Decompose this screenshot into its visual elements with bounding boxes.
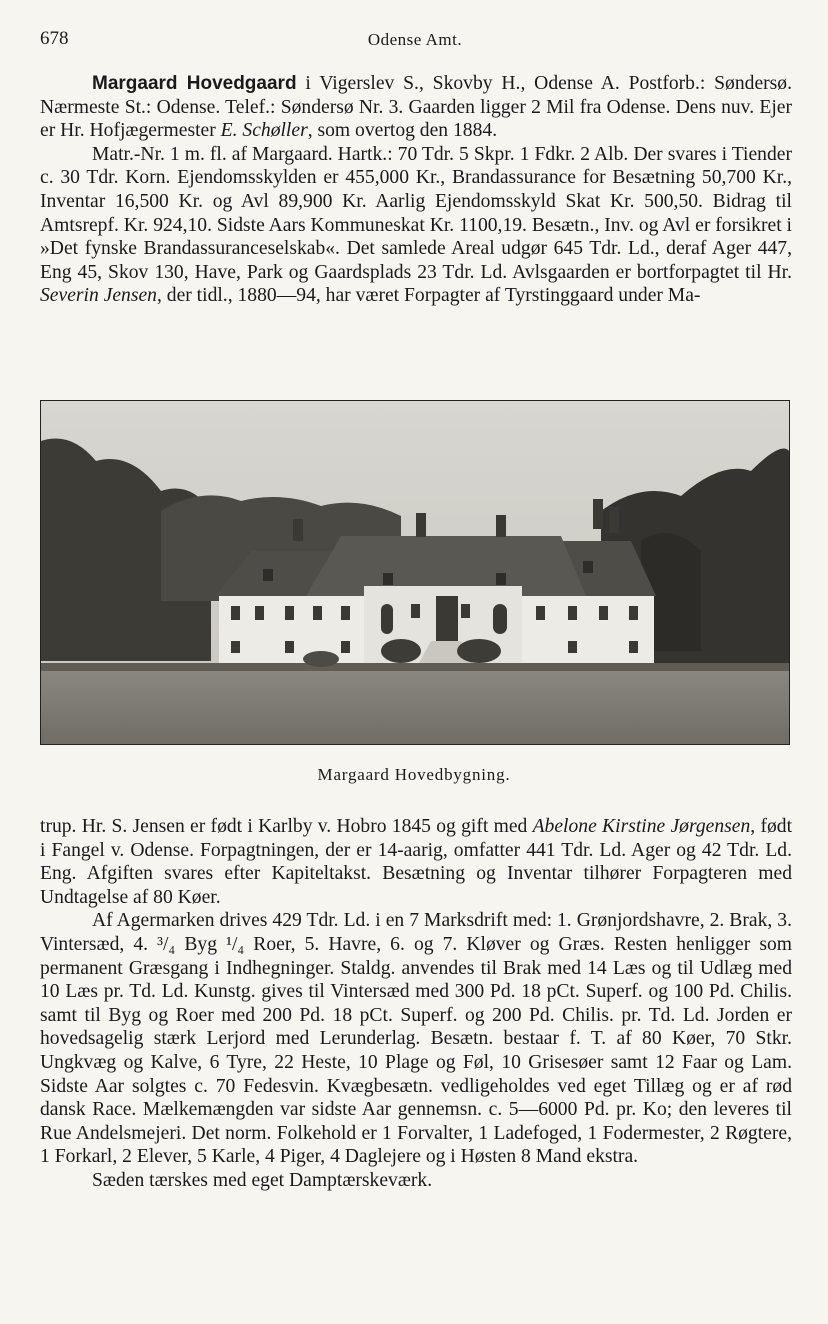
intro-tail: , som overtog den 1884.	[307, 120, 498, 142]
photo-caption: Margaard Hovedbygning.	[317, 765, 511, 784]
page-header	[40, 22, 790, 52]
estate-name: Margaard Hovedgaard	[92, 73, 297, 94]
lease-text: , født i Fangel v. Odense. Forpagtningen, der er 14-aarig, omfatter 441 Tdr. Ld. Ager og 42 Tdr. Ld. Eng. Afgiften svares efter Kapiteltakst. Besætning og Inventar tilhører Forpagteren med Undtagelse af 80 Køer.	[40, 816, 793, 908]
owner-name: E. Schøller	[220, 120, 308, 142]
intro-text: i Vigerslev S., Skovby H., Odense A. Postforb.: Søndersø. Nærmeste St.: Odense. Telef.: Søndersø Nr. 3. Gaarden ligger 2 Mil fra Odense. Dens nuv. Ejer er Hr. Hofjægermester	[40, 73, 792, 142]
threshing-paragraph: Sæden tærskes med eget Damptærskeværk.	[92, 1169, 433, 1191]
page-number: 678	[40, 28, 69, 49]
entry-intro-paragraph	[40, 72, 792, 143]
farming-paragraph: Af Agermarken drives 429 Tdr. Ld. i en 7 Marksdrift med: 1. Grønjordshavre, 2. Brak, 3. Vintersæd, 4. ³/₄ Byg ¹/₄ Roer, 5. Havre, 6. og 7. Kløver og Græs. Resten henligger som permanent Græsgang i Indhegninger. Staldg. anvendes til Brak med 14 Læs og til Udlæg med 10 Læs pr. Td. Ld. Kunstg. gives til Vintersæd med 300 Pd. 18 pCt. Superf. og 100 Pd. Chilis. samt til Byg og Roer med 200 Pd. 18 pCt. Superf. og 200 Pd. Chilis. pr. Td. Ld. Jorden er hovedsagelig stærk Lerjord med Lerunderlag. Besætn. bestaar f. T. af 80 Køer, 70 Stkr. Ungkvæg og Kalve, 6 Tyre, 22 Heste, 10 Plage og Føl, 10 Grisesøer samt 12 Faar og Lam. Sidste Aar solgtes c. 70 Fedesvin. Kvægbesætn. vedligeholdes ved eget Tillæg og er af rød dansk Race. Mælkemængden var sidste Aar gennemsn. c. 5—6000 Pd. pr. Ko; den leveres til Rue Andelsmejeri. Det norm. Folkehold er 1 Forvalter, 1 Ladefoged, 1 Fodermester, 2 Røgtere, 1 Forkarl, 2 Elever, 5 Karle, 4 Piger, 4 Daglejere og i Høsten 8 Mand ekstra.	[40, 910, 792, 1168]
tenant-text: trup. Hr. S. Jensen er født i Karlby v. Hobro 1845 og gift med	[40, 816, 533, 837]
tenant-paragraph	[40, 815, 792, 909]
property-details-text: Matr.-Nr. 1 m. fl. af Margaard. Hartk.: 70 Tdr. 5 Skpr. 1 Fdkr. 2 Alb. Der svares i Tiender c. 30 Tdr. Korn. Ejendomsskylden er 455,000 Kr., Brandassurance for Besætning 50,700 Kr., Inventar 16,500 Kr. og Avl 89,900 Kr. Aarlig Ejendomsskyld Skat Kr. 500,50. Bidrag til Amtsrepf. Kr. 924,10. Sidste Aars Kommuneskat Kr. 1100,19. Besætn., Inv. og Avl er forsikret i »Det fynske Brandassuranceselskab«. Det samlede Areal udgør 645 Tdr. Ld., deraf Ager 447, Eng 45, Skov 130, Have, Park og Gaardsplads 23 Tdr. Ld. Avlsgaarden er bortforpagtet til Hr.	[40, 143, 792, 283]
entry-text-top	[40, 72, 792, 308]
running-head: Odense Amt.	[367, 30, 463, 49]
property-details-paragraph	[40, 143, 792, 308]
entry-text-bottom	[40, 815, 792, 1193]
manor-house-photo	[40, 400, 790, 745]
property-details-tail: , der tidl., 1880—94, har været Forpagter af Tyrstinggaard under Ma-	[156, 285, 701, 307]
wife-name: Abelone Kirstine Jørgensen	[532, 816, 751, 837]
tenant-name: Severin Jensen	[40, 285, 157, 307]
